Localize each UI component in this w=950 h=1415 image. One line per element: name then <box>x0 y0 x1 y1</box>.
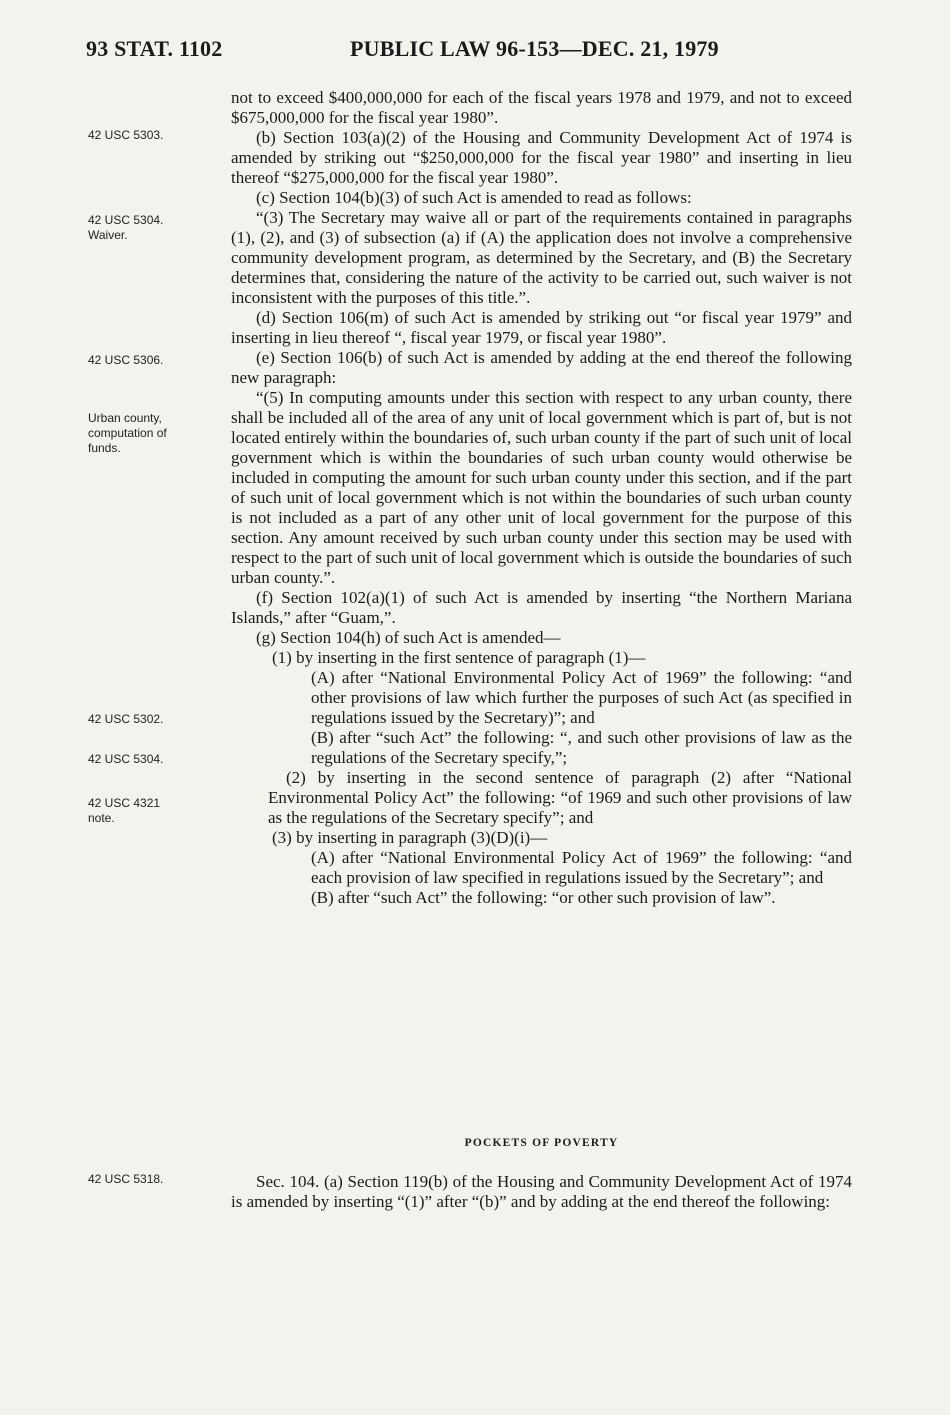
margin-note-citation: 42 USC 5302. <box>88 712 164 726</box>
paragraph-c: (c) Section 104(b)(3) of such Act is amended to read as follows: <box>256 188 692 207</box>
margin-note-waiver: Waiver. <box>88 228 128 242</box>
paragraph-sec-104: Sec. 104. (a) Section 119(b) of the Housing and Community Development Act of 1974 is amended by inserting “(1)” after “(b)” and by adding at the end thereof the following: <box>231 1172 852 1211</box>
paragraph-e: (e) Section 106(b) of such Act is amended by adding at the end thereof the following new paragraph: <box>231 348 852 387</box>
section-heading: POCKETS OF POVERTY <box>464 1137 619 1149</box>
paragraph-g: (g) Section 104(h) of such Act is amended— <box>256 628 561 647</box>
page-stat-number: 93 STAT. 1102 <box>86 36 223 61</box>
paragraph-e-quoted: “(5) In computing amounts under this section with respect to any urban county, there shall be included all of the area of any unit of local government which is part of, but is not located entirely within the boundaries of, such urban county if the part of such unit of local government which is within the boundaries of such urban county would otherwise be included in computing the amount for such urban county under this section, and if the part of such unit of local government which is not within the boundaries of such urban county is not included as a part of any other unit of local government for the purpose of this section. Any amount received by such urban county under this section may be used with respect to the part of such unit of local government which is outside the boundaries of such urban county.”. <box>231 388 852 587</box>
paragraph-b: (b) Section 103(a)(2) of the Housing and Community Development Act of 1974 is amended by striking out “$250,000,000 for the fiscal year 1980” and inserting in lieu thereof “$275,000,000 for the fiscal year 1980”. <box>231 128 852 187</box>
margin-note-citation: 42 USC 5304. Waiver. <box>88 213 164 242</box>
margin-note-citation: 42 USC 5303. <box>88 128 164 142</box>
paragraph-g-2: (2) by inserting in the second sentence of paragraph (2) after “National Environmental Policy Act” the following: “of 1969 and such other provisions of law as the regulations of the Secretary specify”; and <box>268 768 852 827</box>
paragraph-c-quoted: “(3) The Secretary may waive all or part of the requirements contained in paragraphs (1), (2), and (3) of subsection (a) if (A) the application does not involve a comprehensive community development program, as determined by the Secretary, and (B) the Secretary determines that, considering the nature of the activity to be carried out, such waiver is not inconsistent with the purposes of this title.”. <box>231 208 852 307</box>
paragraph-g-3: (3) by inserting in paragraph (3)(D)(i)— <box>272 828 548 847</box>
paragraph-g-1-B: (B) after “such Act” the following: “, and such other provisions of law as the regulations of the Secretary specify,”; <box>311 728 852 767</box>
paragraph-d: (d) Section 106(m) of such Act is amended by striking out “or fiscal year 1979” and inserting in lieu thereof “, fiscal year 1979, or fiscal year 1980”. <box>231 308 852 347</box>
statute-body-text <box>231 88 852 908</box>
margin-note-citation: 42 USC 5306. <box>88 353 164 367</box>
paragraph-g-1: (1) by inserting in the first sentence of paragraph (1)— <box>272 648 646 667</box>
margin-note-citation: 42 USC 5304. <box>88 752 164 766</box>
paragraph-g-3-A: (A) after “National Environmental Policy Act of 1969” the following: “and each provision of law specified in regulations issued by the Secretary”; and <box>311 848 852 887</box>
paragraph-f: (f) Section 102(a)(1) of such Act is amended by inserting “the Northern Mariana Islands,” after “Guam,”. <box>231 588 852 627</box>
paragraph-g-3-B: (B) after “such Act” the following: “or other such provision of law”. <box>311 888 776 907</box>
margin-note-urban-county: Urban county, computation of funds. <box>88 411 167 455</box>
paragraph: not to exceed $400,000,000 for each of the fiscal years 1978 and 1979, and not to exceed $675,000,000 for the fiscal year 1980”. <box>231 88 852 127</box>
paragraph-g-1-A: (A) after “National Environmental Policy Act of 1969” the following: “and other provisions of law which further the purposes of such Act (as specified in regulations issued by the Secretary)”; and <box>311 668 852 727</box>
section-104-text <box>231 1172 852 1212</box>
margin-note-citation: 42 USC 5318. <box>88 1172 164 1186</box>
page-running-title: PUBLIC LAW 96-153—DEC. 21, 1979 <box>350 36 719 61</box>
margin-note-citation: 42 USC 4321 note. <box>88 796 161 825</box>
